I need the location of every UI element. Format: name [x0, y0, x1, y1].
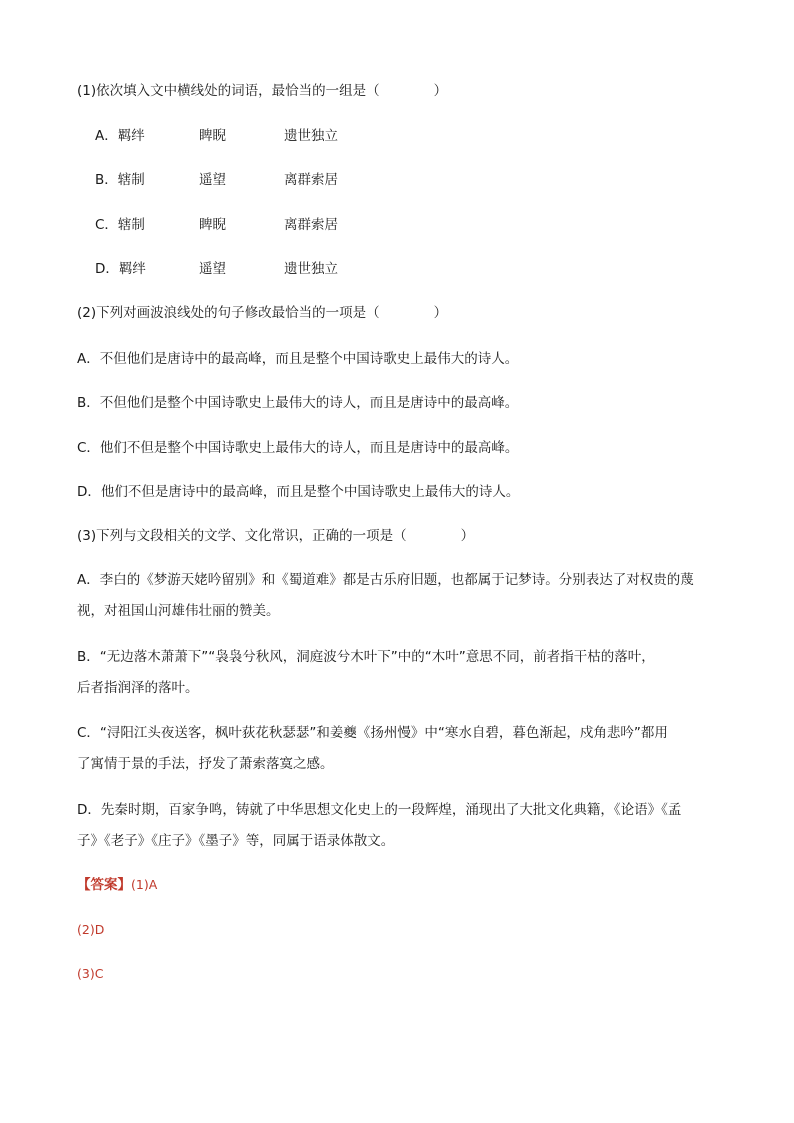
option-label: C．辖制 [95, 217, 145, 233]
q3-option-d-line-1: D．先秦时期，百家争鸣，铸就了中华思想文化史上的一段辉煌，涌现出了大批文化典籍，《论语》《孟 [77, 802, 682, 818]
option-word-2: 遥望 [199, 261, 226, 277]
option-word-3: 离群索居 [284, 172, 338, 188]
option-label: B．辖制 [95, 172, 145, 188]
option-word-2: 睥睨 [199, 217, 226, 233]
answer-2: (2)D [77, 922, 105, 937]
q2-option-b: B．不但他们是整个中国诗歌史上最伟大的诗人，而且是唐诗中的最高峰。 [77, 395, 519, 411]
q3-option-a-line-2: 视，对祖国山河雄伟壮丽的赞美。 [77, 603, 280, 619]
question-3-stem: (3)下列与文段相关的文学、文化常识，正确的一项是（ ） [77, 528, 475, 544]
option-word-2: 睥睨 [199, 128, 226, 144]
option-word-3: 遗世独立 [284, 261, 338, 277]
answer-1: (1)A [131, 877, 158, 892]
answer-label: 【答案】 [77, 877, 131, 893]
question-2-stem: (2)下列对画波浪线处的句子修改最恰当的一项是（ ） [77, 305, 448, 321]
q3-option-b-line-2: 后者指润泽的落叶。 [77, 680, 199, 696]
option-word-3: 离群索居 [284, 217, 338, 233]
q3-option-c-line-1: C．“浔阳江头夜送客，枫叶荻花秋瑟瑟”和姜夔《扬州慢》中“寒水自碧，暮色渐起，戍角悲吟”都用 [77, 725, 668, 741]
q2-option-d: D．他们不但是唐诗中的最高峰，而且是整个中国诗歌史上最伟大的诗人。 [77, 484, 520, 500]
q3-option-c-line-2: 了寓情于景的手法，抒发了萧索落寞之感。 [77, 756, 334, 772]
q3-option-a-line-1: A．李白的《梦游天姥吟留别》和《蜀道难》都是古乐府旧题，也都属于记梦诗。分别表达了对权贵的蔑 [77, 572, 694, 588]
question-1-stem: (1)依次填入文中横线处的词语，最恰当的一组是（ ） [77, 83, 448, 99]
answer-line-1 [77, 876, 157, 894]
option-word-3: 遗世独立 [284, 128, 338, 144]
q2-option-c: C．他们不但是整个中国诗歌史上最伟大的诗人，而且是唐诗中的最高峰。 [77, 440, 519, 456]
q3-option-d-line-2: 子》《老子》《庄子》《墨子》等，同属于语录体散文。 [77, 833, 395, 849]
q3-option-b-line-1: B．“无边落木萧萧下”“袅袅兮秋风，洞庭波兮木叶下”中的“木叶”意思不同，前者指干枯的落叶， [77, 649, 655, 665]
option-word-2: 遥望 [199, 172, 226, 188]
answer-3: (3)C [77, 966, 104, 981]
q2-option-a: A．不但他们是唐诗中的最高峰，而且是整个中国诗歌史上最伟大的诗人。 [77, 351, 519, 367]
option-label: A．羁绊 [95, 128, 145, 144]
option-label: D．羁绊 [95, 261, 146, 277]
